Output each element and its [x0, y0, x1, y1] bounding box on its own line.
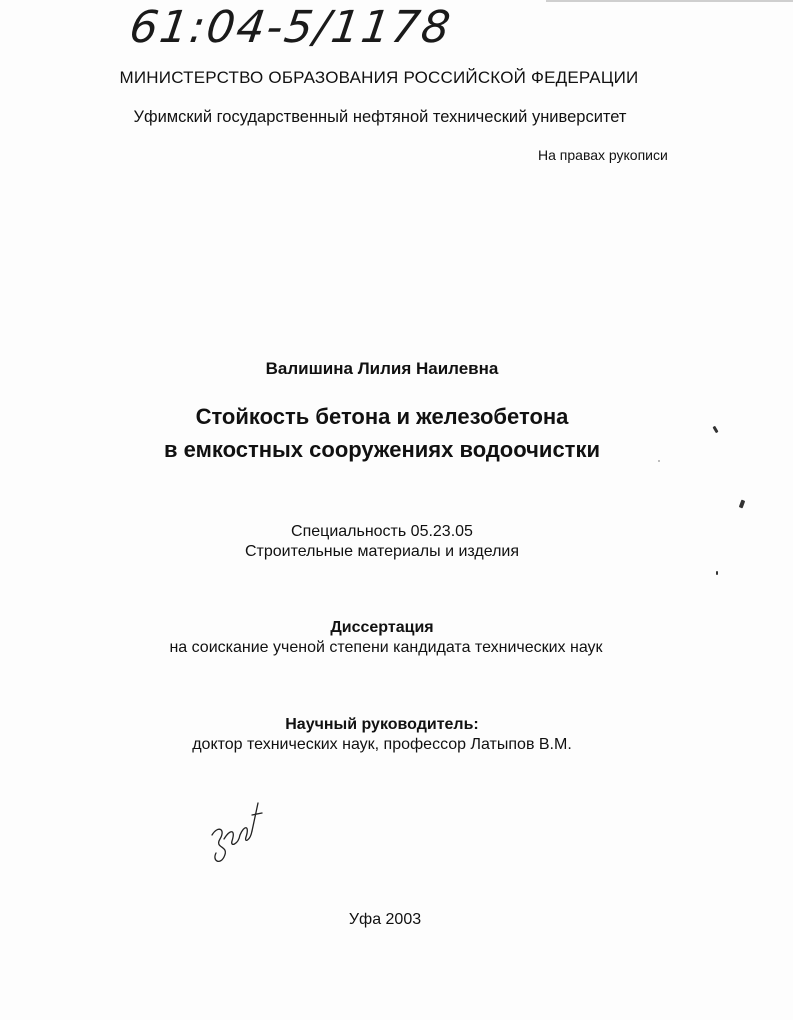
scan-edge-line — [546, 0, 793, 2]
scan-speck — [739, 500, 745, 509]
dissertation-purpose: на соискание ученой степени кандидата технических наук — [169, 639, 603, 656]
ministry-name: МИНИСТЕРСТВО ОБРАЗОВАНИЯ РОССИЙСКОЙ ФЕДЕРАЦИИ — [119, 68, 639, 87]
university-name: Уфимский государственный нефтяной технический университет — [133, 108, 627, 126]
specialty-block — [0, 522, 764, 562]
dissertation-heading: Диссертация — [330, 619, 434, 636]
advisor-heading: Научный руководитель: — [285, 716, 479, 733]
handwritten-archive-number: 61:04-5/1178 — [126, 2, 456, 53]
specialty-name: Строительные материалы и изделия — [244, 543, 520, 560]
advisor-name: доктор технических наук, профессор Латыпов В.М. — [192, 736, 572, 753]
scan-speck — [716, 571, 718, 575]
author-name: Валишина Лилия Наилевна — [265, 359, 499, 378]
handwritten-signature — [200, 795, 270, 870]
specialty-code: Специальность 05.23.05 — [291, 523, 473, 540]
rights-notice: На правах рукописи — [538, 147, 668, 163]
title-line-2: в емкостных сооружениях водоочистки — [164, 437, 600, 462]
scan-speck — [658, 460, 660, 462]
dissertation-title — [0, 400, 764, 466]
place-and-year: Уфа 2003 — [348, 911, 422, 928]
title-line-1: Стойкость бетона и железобетона — [195, 404, 569, 429]
